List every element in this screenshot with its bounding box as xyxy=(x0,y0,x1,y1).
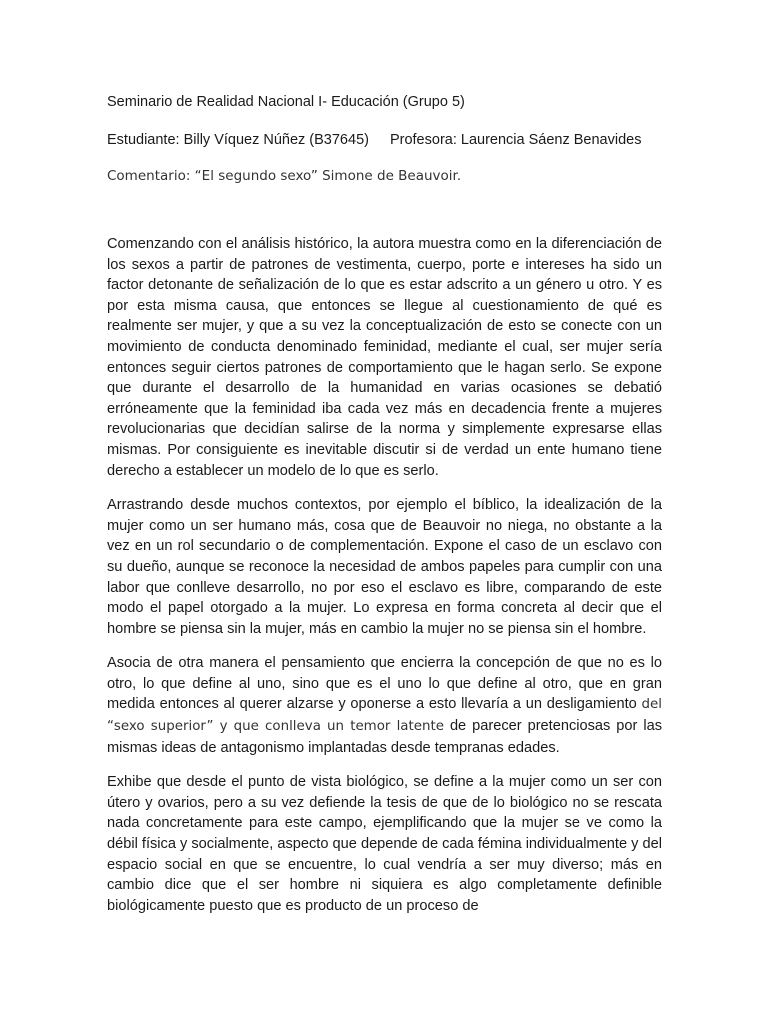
paragraph-2: Arrastrando desde muchos contextos, por ejemplo el bíblico, la idealización de la mujer como un ser humano más, cosa que de Beauvoir no niega, no obstante a la vez en un rol secundario o de complementación. Expone el caso de un esclavo con su dueño, aunque se reconoce la necesidad de ambos papeles para cumplir con una labor que conlleve desarrollo, no por eso el esclavo es libre, comparando de este modo el papel otorgado a la mujer. Lo expresa en forma concreta al decir que el hombre se piensa sin la mujer, más en cambio la mujer no se piensa sin el hombre. xyxy=(107,497,662,637)
header-row xyxy=(107,130,662,150)
paragraph-3-text-a: Asocia de otra manera el pensamiento que encierra la concepción de que no es lo otro, lo que define al uno, sino que es el uno lo que define al otro, que en gran medida entonces al querer alzarse y oponerse a esto llevaría a un desligamiento xyxy=(107,655,662,713)
paragraph-3-text-c: de parecer pretenciosas por las mismas ideas de antagonismo implantadas desde tempranas edades. xyxy=(107,718,662,756)
student-name: Estudiante: Billy Víquez Núñez (B37645) xyxy=(107,132,369,148)
professor-name: Profesora: Laurencia Sáenz Benavides xyxy=(389,132,642,148)
comment-subtitle: Comentario: “El segundo sexo” Simone de Beauvoir. xyxy=(107,168,462,184)
paragraph-3-text-b: del “sexo superior” y que conlleva un temor latente xyxy=(107,697,662,735)
document-page xyxy=(107,92,662,930)
paragraph-4: Exhibe que desde el punto de vista biológico, se define a la mujer como un ser con útero y ovarios, pero a su vez defiende la tesis de que de lo biológico no se rescata nada concretamente para este campo, ejemplificando que la mujer se ve como la débil física y socialmente, aspecto que depende de cada fémina individualmente y del espacio social en que se encuentre, lo cual vendría a ser muy diverso; más en cambio dice que el ser hombre ni siquiera es algo completamente definible biológicamente puesto que es producto de un proceso de xyxy=(107,774,662,914)
paragraph-3 xyxy=(107,653,662,758)
document-title: Seminario de Realidad Nacional I- Educación (Grupo 5) xyxy=(107,94,465,110)
paragraph-1: Comenzando con el análisis histórico, la autora muestra como en la diferenciación de los sexos a partir de patrones de vestimenta, cuerpo, porte e intereses ha sido un factor detonante de señalización de lo que es estar adscrito a un género u otro. Y es por esta misma causa, que entonces se llegue al cuestionamiento de qué es realmente ser mujer, y que a su vez la conceptualización de esto se conecte con un movimiento de conducta denominado feminidad, mediante el cual, ser mujer sería entonces seguir ciertos patrones de comportamiento que le hagan serlo. Se expone que durante el desarrollo de la humanidad en varias ocasiones se debatió erróneamente que la feminidad iba cada vez más en decadencia frente a mujeres revolucionarias que decidían salirse de la norma y simplemente expresarse ellas mismas. Por consiguiente es inevitable discutir si de verdad un ente humano tiene derecho a establecer un modelo de lo que es serlo. xyxy=(107,236,662,479)
